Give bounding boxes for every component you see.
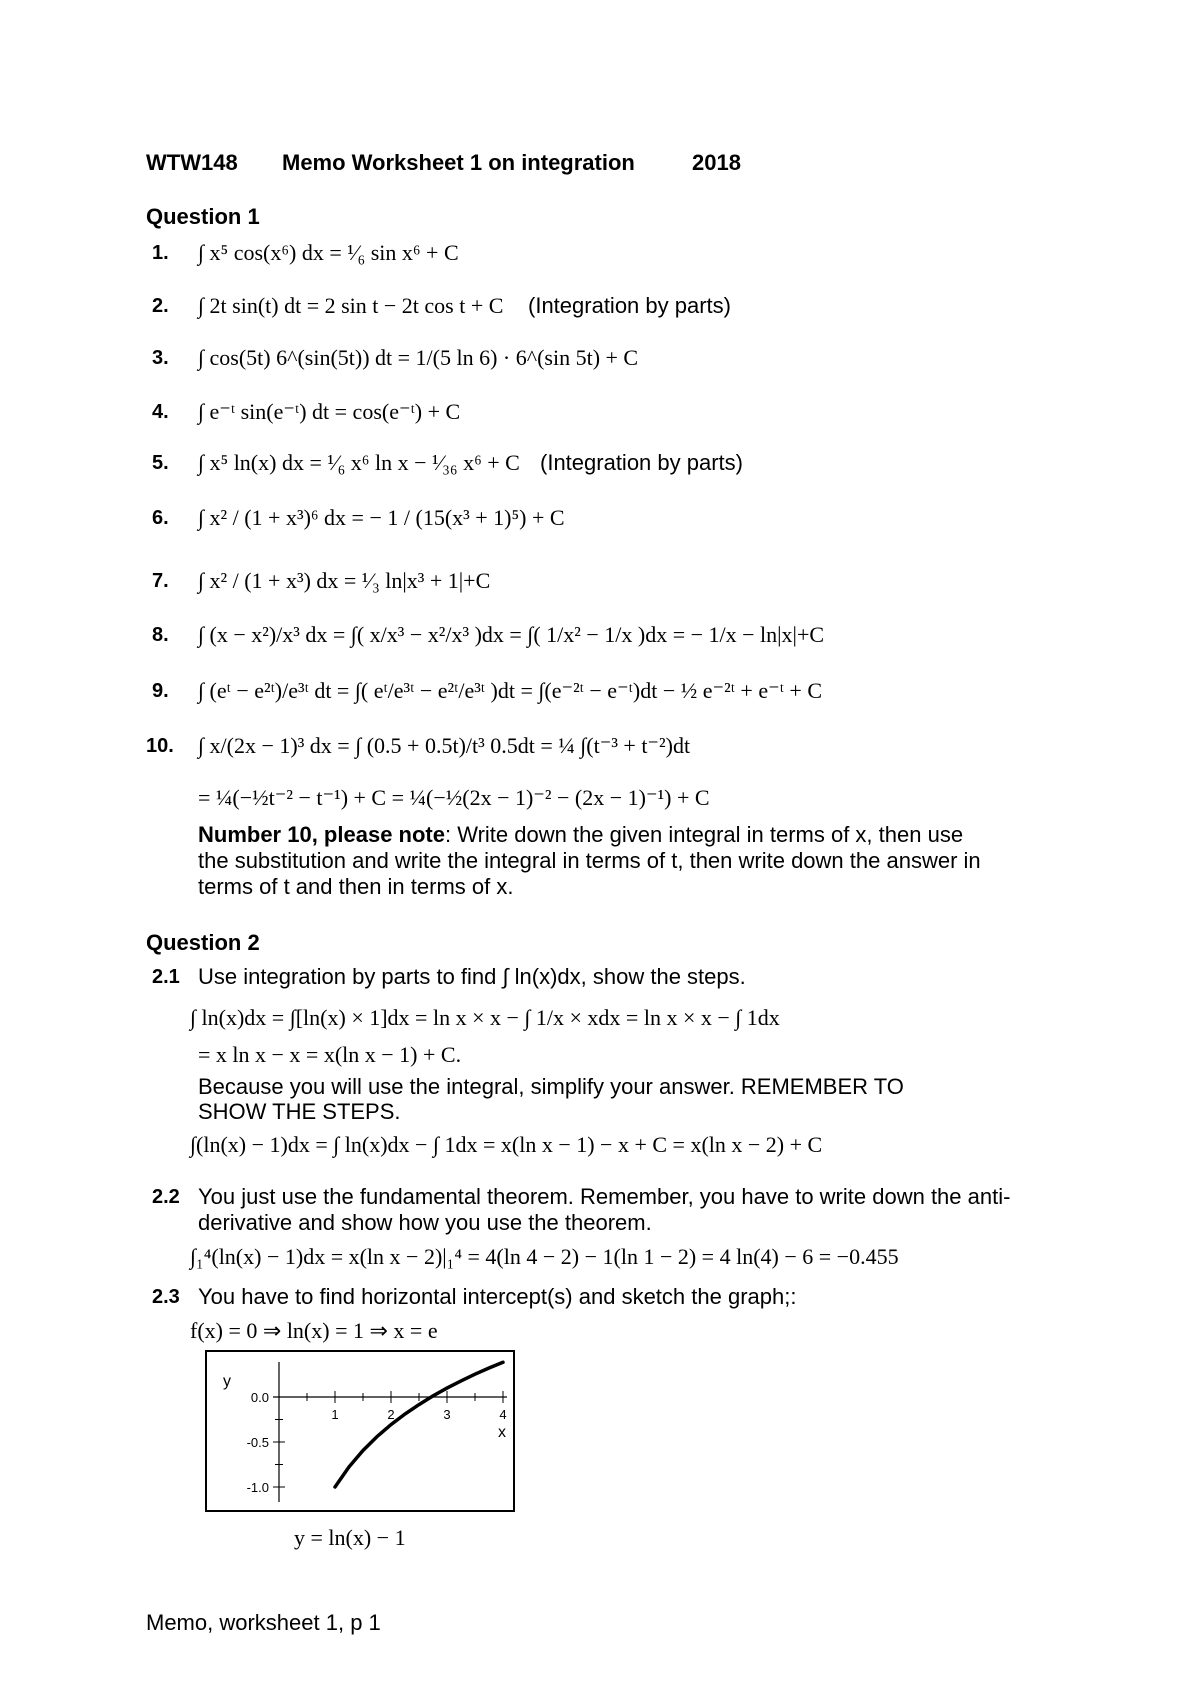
item-number: 9. [152,680,169,702]
note-text: : Write down the given integral in terms of x, then use the substitution and write the integral in terms of t, then write down the answer in terms of t and then in terms of x. [198,822,981,899]
item-number: 5. [152,452,169,474]
graph-frame [205,1350,515,1512]
note-label: Number 10, please note [198,822,445,847]
part-math: f(x) = 0 ⇒ ln(x) = 1 ⇒ x = e [190,1318,438,1343]
y-axis-label: y [223,1373,231,1390]
y-tick-label: 0.0 [250,1390,269,1405]
part-number: 2.1 [152,966,180,988]
item-math: ∫ (eᵗ − e²ᵗ)/e³ᵗ dt = ∫( eᵗ/e³ᵗ − e²ᵗ/e³ᵗ )dt = ∫(e⁻²ᵗ − e⁻ᵗ)dt − ½ e⁻²ᵗ + e⁻ᵗ + C [198,678,822,703]
ln-graph [207,1352,513,1510]
part-number: 2.3 [152,1286,180,1308]
x-axis-label: x [498,1424,506,1441]
x-tick-label: 2 [387,1407,395,1422]
y-tick-label: -1.0 [246,1480,269,1495]
item-math: ∫ (x − x²)/x³ dx = ∫( x/x³ − x²/x³ )dx = ∫( 1/x² − 1/x )dx = − 1/x − ln|x|+C [198,622,825,647]
curve-line [335,1362,503,1487]
item-number: 2. [152,295,169,317]
item-note: (Integration by parts) [528,293,731,318]
item-number: 8. [152,624,169,646]
item-math: ∫ x⁵ ln(x) dx = ¹⁄₆ x⁶ ln x − ¹⁄₃₆ x⁶ + C [198,450,520,475]
number-10-note [198,822,998,900]
item-math: ∫ 2t sin(t) dt = 2 sin t − 2t cos t + C [198,293,504,318]
item-number: 1. [152,242,169,264]
item-math: ∫ x² / (1 + x³)⁶ dx = − 1 / (15(x³ + 1)⁵) + C [198,505,565,530]
item-note: (Integration by parts) [540,450,743,475]
graph-caption: y = ln(x) − 1 [294,1525,406,1550]
course-code: WTW148 [146,150,238,175]
y-tick-label: -0.5 [246,1435,269,1450]
x-tick-label: 1 [331,1407,339,1422]
page-footer: Memo, worksheet 1, p 1 [146,1610,381,1635]
part-math: ∫₁⁴(ln(x) − 1)dx = x(ln x − 2)|₁⁴ = 4(ln 4 − 2) − 1(ln 1 − 2) = 4 ln(4) − 6 = −0.455 [190,1244,899,1269]
question-1-heading: Question 1 [146,204,260,229]
item-math: ∫ e⁻ᵗ sin(e⁻ᵗ) dt = cos(e⁻ᵗ) + C [198,399,461,424]
item-number: 6. [152,507,169,529]
part-math: ∫(ln(x) − 1)dx = ∫ ln(x)dx − ∫ 1dx = x(ln x − 1) − x + C = x(ln x − 2) + C [190,1132,823,1157]
item-number: 7. [152,570,169,592]
part-text: You have to find horizontal intercept(s) and sketch the graph;: [198,1284,797,1309]
item-math: ∫ cos(5t) 6^(sin(5t)) dt = 1/(5 ln 6) · 6^(sin 5t) + C [198,345,639,370]
item-math: ∫ x² / (1 + x³) dx = ¹⁄₃ ln|x³ + 1|+C [198,568,491,593]
part-number: 2.2 [152,1186,180,1208]
page-title: Memo Worksheet 1 on integration [282,150,635,175]
x-tick-label: 3 [443,1407,451,1422]
question-2-heading: Question 2 [146,930,260,955]
item-number: 10. [146,735,174,757]
x-tick-label: 4 [499,1407,507,1422]
year: 2018 [692,150,741,175]
part-math: ∫ ln(x)dx = ∫[ln(x) × 1]dx = ln x × x − ∫ 1/x × xdx = ln x × x − ∫ 1dx [190,1005,780,1030]
item-number: 3. [152,347,169,369]
part-text: Use integration by parts to find ∫ ln(x)dx, show the steps. [198,964,746,989]
part-math: = x ln x − x = x(ln x − 1) + C. [198,1042,462,1067]
item-10-line-2: = ¼(−½t⁻² − t⁻¹) + C = ¼(−½(2x − 1)⁻² − (2x − 1)⁻¹) + C [198,785,710,810]
item-number: 4. [152,401,169,423]
item-math: ∫ x/(2x − 1)³ dx = ∫ (0.5 + 0.5t)/t³ 0.5dt = ¼ ∫(t⁻³ + t⁻²)dt [198,733,691,758]
part-text: You just use the fundamental theorem. Remember, you have to write down the anti-derivative and show how you use the theorem. [198,1184,1011,1235]
item-math: ∫ x⁵ cos(x⁶) dx = ¹⁄₆ sin x⁶ + C [198,240,459,265]
part-text: Because you will use the integral, simplify your answer. REMEMBER TO SHOW THE STEPS. [198,1074,904,1124]
